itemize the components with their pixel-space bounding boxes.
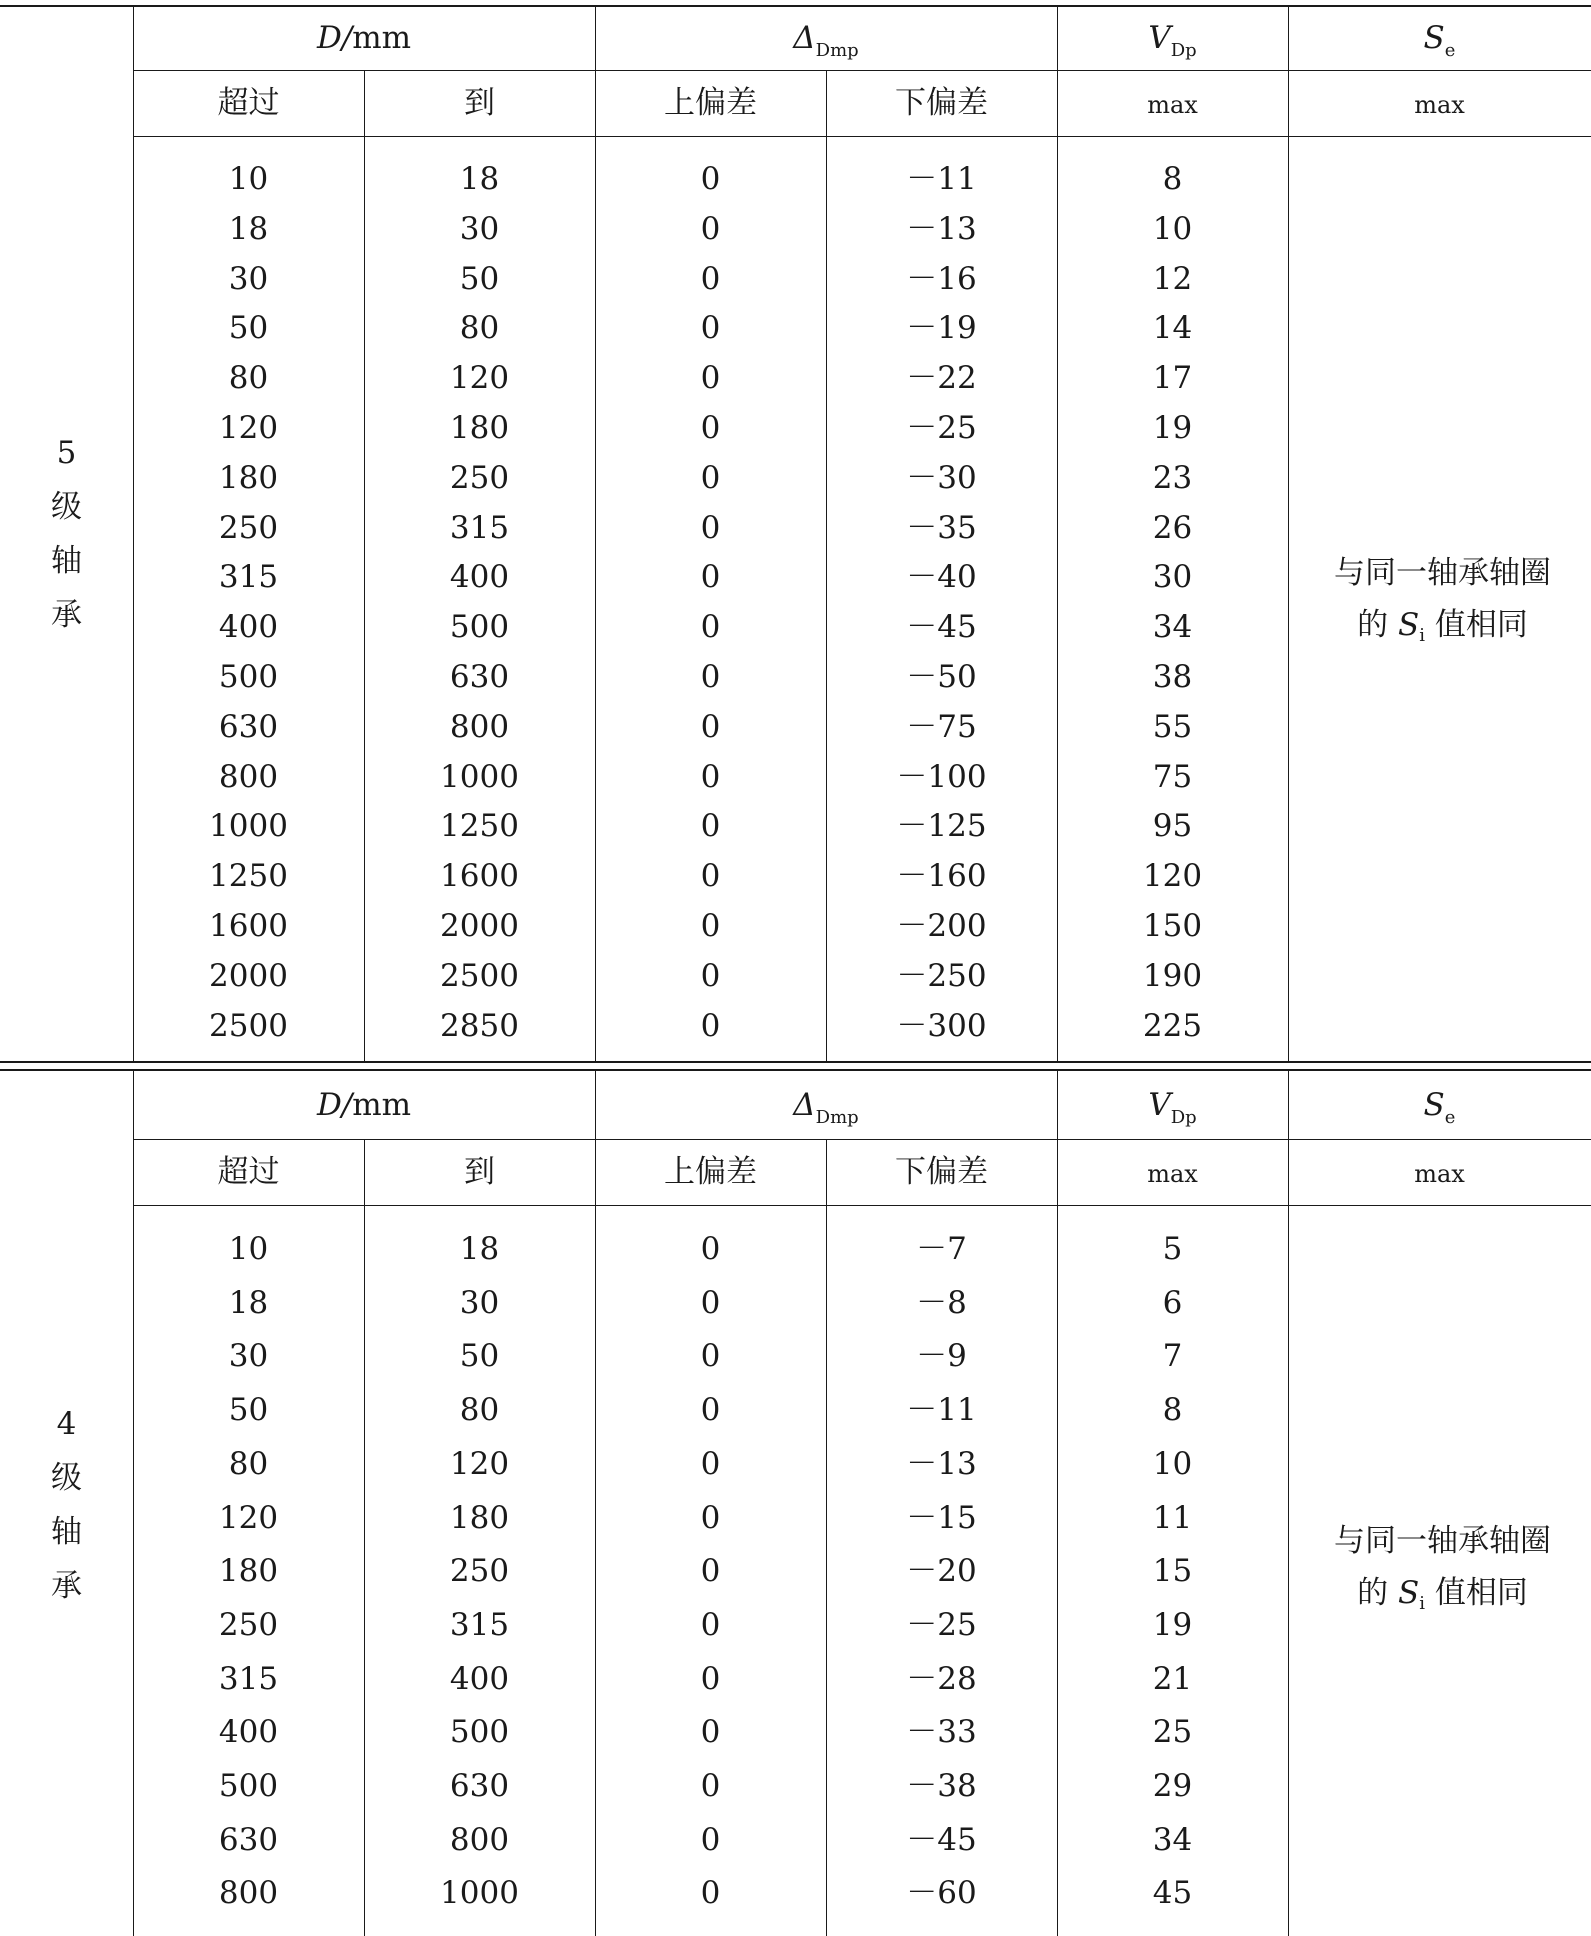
cell-vdp-max: 8 <box>1162 1392 1183 1428</box>
col-header-upper-dev: 上偏差 <box>664 85 757 121</box>
col-rule <box>1288 5 1289 1061</box>
col-header-vdp-max: max <box>1147 1160 1198 1188</box>
cell-to: 120 <box>449 360 510 396</box>
cell-upper-dev: 0 <box>700 1008 721 1044</box>
cell-to: 315 <box>449 510 510 546</box>
cell-to: 50 <box>459 1338 500 1374</box>
cell-vdp-max: 120 <box>1142 858 1203 894</box>
cell-lower-dev: －60 <box>906 1875 977 1911</box>
cell-to: 180 <box>449 1500 510 1536</box>
cell-to: 400 <box>449 1661 510 1697</box>
cell-to: 400 <box>449 559 510 595</box>
cell-over: 180 <box>218 460 279 496</box>
cell-over: 1250 <box>209 858 288 894</box>
cell-vdp-max: 19 <box>1152 410 1193 446</box>
header-bottom-rule <box>133 136 1591 137</box>
col-header-vdp: $V_{Dp}$ <box>1148 20 1197 61</box>
cell-to: 315 <box>449 1607 510 1643</box>
cell-lower-dev: －15 <box>906 1500 977 1536</box>
cell-upper-dev: 0 <box>700 1553 721 1589</box>
cell-upper-dev: 0 <box>700 410 721 446</box>
col-header-se-max: max <box>1414 1160 1465 1188</box>
cell-vdp-max: 34 <box>1152 609 1193 645</box>
cell-over: 80 <box>228 360 269 396</box>
cell-upper-dev: 0 <box>700 709 721 745</box>
cell-over: 80 <box>228 1446 269 1482</box>
cell-lower-dev: －13 <box>906 211 977 247</box>
cell-lower-dev: －200 <box>896 908 987 944</box>
col-header-vdp-max: max <box>1147 91 1198 119</box>
header-divider <box>133 1139 1591 1140</box>
col-header-lower-dev: 下偏差 <box>895 1154 988 1190</box>
se-note: 与同一轴承轴圈 的 $S_i$ 值相同 <box>1334 1523 1551 1614</box>
cell-over: 10 <box>228 161 269 197</box>
cell-over: 630 <box>218 709 279 745</box>
cell-over: 2500 <box>209 1008 288 1044</box>
grade-label-5: 5 级 轴 承 <box>51 435 82 633</box>
cell-upper-dev: 0 <box>700 310 721 346</box>
cell-upper-dev: 0 <box>700 1875 721 1911</box>
cell-lower-dev: －25 <box>906 410 977 446</box>
cell-over: 315 <box>218 559 279 595</box>
cell-upper-dev: 0 <box>700 1231 721 1267</box>
top-rule <box>0 5 1591 7</box>
cell-over: 30 <box>228 261 269 297</box>
cell-upper-dev: 0 <box>700 211 721 247</box>
cell-upper-dev: 0 <box>700 1607 721 1643</box>
cell-over: 50 <box>228 310 269 346</box>
cell-vdp-max: 5 <box>1162 1231 1183 1267</box>
cell-to: 2000 <box>440 908 519 944</box>
section-divider-lower <box>0 1069 1591 1071</box>
cell-lower-dev: －100 <box>896 759 987 795</box>
cell-upper-dev: 0 <box>700 1661 721 1697</box>
cell-lower-dev: －50 <box>906 659 977 695</box>
cell-to: 250 <box>449 1553 510 1589</box>
col-header-vdp: $V_{Dp}$ <box>1148 1087 1197 1128</box>
col-header-d: D/mm <box>316 1087 412 1123</box>
cell-over: 250 <box>218 510 279 546</box>
cell-to: 80 <box>459 1392 500 1428</box>
cell-vdp-max: 15 <box>1152 1553 1193 1589</box>
cell-to: 30 <box>459 1285 500 1321</box>
cell-vdp-max: 6 <box>1162 1285 1183 1321</box>
col-header-se: $S_e$ <box>1423 20 1456 61</box>
col-header-delta-dmp: $\Delta_{Dmp}$ <box>793 1087 859 1128</box>
cell-to: 18 <box>459 1231 500 1267</box>
cell-to: 30 <box>459 211 500 247</box>
cell-vdp-max: 95 <box>1152 808 1193 844</box>
cell-to: 800 <box>449 1822 510 1858</box>
cell-to: 500 <box>449 609 510 645</box>
header-divider <box>133 70 1591 71</box>
cell-lower-dev: －25 <box>906 1607 977 1643</box>
cell-upper-dev: 0 <box>700 1338 721 1374</box>
cell-lower-dev: －40 <box>906 559 977 595</box>
col-rule <box>1288 1069 1289 1936</box>
cell-lower-dev: －7 <box>916 1231 967 1267</box>
cell-to: 630 <box>449 1768 510 1804</box>
cell-vdp-max: 190 <box>1142 958 1203 994</box>
col-header-d: D/mm <box>316 20 412 56</box>
cell-vdp-max: 10 <box>1152 211 1193 247</box>
cell-lower-dev: －125 <box>896 808 987 844</box>
cell-vdp-max: 55 <box>1152 709 1193 745</box>
cell-vdp-max: 23 <box>1152 460 1193 496</box>
cell-to: 50 <box>459 261 500 297</box>
header-bottom-rule <box>133 1205 1591 1206</box>
cell-lower-dev: －11 <box>906 161 977 197</box>
cell-to: 120 <box>449 1446 510 1482</box>
cell-lower-dev: －20 <box>906 1553 977 1589</box>
section-divider-upper <box>0 1061 1591 1063</box>
cell-lower-dev: －28 <box>906 1661 977 1697</box>
cell-over: 18 <box>228 211 269 247</box>
cell-vdp-max: 11 <box>1152 1500 1193 1536</box>
cell-to: 1000 <box>440 1875 519 1911</box>
cell-over: 2000 <box>209 958 288 994</box>
cell-lower-dev: －75 <box>906 709 977 745</box>
col-header-delta-dmp: $\Delta_{Dmp}$ <box>793 20 859 61</box>
cell-lower-dev: －35 <box>906 510 977 546</box>
cell-lower-dev: －160 <box>896 858 987 894</box>
cell-over: 18 <box>228 1285 269 1321</box>
cell-to: 80 <box>459 310 500 346</box>
cell-to: 2850 <box>440 1008 519 1044</box>
cell-to: 630 <box>449 659 510 695</box>
cell-to: 250 <box>449 460 510 496</box>
cell-lower-dev: －38 <box>906 1768 977 1804</box>
cell-vdp-max: 7 <box>1162 1338 1183 1374</box>
cell-over: 400 <box>218 1714 279 1750</box>
cell-over: 1600 <box>209 908 288 944</box>
cell-over: 180 <box>218 1553 279 1589</box>
col-header-upper-dev: 上偏差 <box>664 1154 757 1190</box>
col-header-to: 到 <box>464 1154 495 1190</box>
cell-upper-dev: 0 <box>700 261 721 297</box>
cell-to: 1250 <box>440 808 519 844</box>
cell-vdp-max: 75 <box>1152 759 1193 795</box>
se-note: 与同一轴承轴圈 的 $S_i$ 值相同 <box>1334 555 1551 646</box>
cell-upper-dev: 0 <box>700 1500 721 1536</box>
cell-vdp-max: 38 <box>1152 659 1193 695</box>
cell-over: 400 <box>218 609 279 645</box>
cell-over: 630 <box>218 1822 279 1858</box>
cell-vdp-max: 26 <box>1152 510 1193 546</box>
col-header-lower-dev: 下偏差 <box>895 85 988 121</box>
cell-over: 10 <box>228 1231 269 1267</box>
cell-over: 120 <box>218 410 279 446</box>
cell-lower-dev: －13 <box>906 1446 977 1482</box>
cell-over: 30 <box>228 1338 269 1374</box>
cell-vdp-max: 225 <box>1142 1008 1203 1044</box>
cell-upper-dev: 0 <box>700 908 721 944</box>
cell-lower-dev: －250 <box>896 958 987 994</box>
cell-lower-dev: －30 <box>906 460 977 496</box>
cell-to: 2500 <box>440 958 519 994</box>
cell-lower-dev: －45 <box>906 609 977 645</box>
cell-to: 1000 <box>440 759 519 795</box>
cell-vdp-max: 19 <box>1152 1607 1193 1643</box>
cell-over: 315 <box>218 1661 279 1697</box>
cell-upper-dev: 0 <box>700 659 721 695</box>
cell-lower-dev: －16 <box>906 261 977 297</box>
cell-over: 120 <box>218 1500 279 1536</box>
cell-vdp-max: 29 <box>1152 1768 1193 1804</box>
cell-upper-dev: 0 <box>700 1822 721 1858</box>
cell-vdp-max: 21 <box>1152 1661 1193 1697</box>
cell-lower-dev: －300 <box>896 1008 987 1044</box>
cell-lower-dev: －45 <box>906 1822 977 1858</box>
cell-vdp-max: 12 <box>1152 261 1193 297</box>
cell-upper-dev: 0 <box>700 808 721 844</box>
cell-upper-dev: 0 <box>700 360 721 396</box>
cell-to: 800 <box>449 709 510 745</box>
col-header-to: 到 <box>464 85 495 121</box>
cell-vdp-max: 150 <box>1142 908 1203 944</box>
cell-lower-dev: －8 <box>916 1285 967 1321</box>
cell-over: 800 <box>218 1875 279 1911</box>
col-header-se-max: max <box>1414 91 1465 119</box>
cell-lower-dev: －33 <box>906 1714 977 1750</box>
cell-lower-dev: －22 <box>906 360 977 396</box>
cell-upper-dev: 0 <box>700 1392 721 1428</box>
cell-upper-dev: 0 <box>700 460 721 496</box>
col-header-se: $S_e$ <box>1423 1087 1456 1128</box>
cell-upper-dev: 0 <box>700 510 721 546</box>
cell-to: 1600 <box>440 858 519 894</box>
cell-upper-dev: 0 <box>700 1768 721 1804</box>
cell-to: 180 <box>449 410 510 446</box>
cell-upper-dev: 0 <box>700 609 721 645</box>
cell-upper-dev: 0 <box>700 161 721 197</box>
cell-upper-dev: 0 <box>700 1446 721 1482</box>
cell-upper-dev: 0 <box>700 1285 721 1321</box>
cell-vdp-max: 14 <box>1152 310 1193 346</box>
cell-vdp-max: 8 <box>1162 161 1183 197</box>
cell-to: 500 <box>449 1714 510 1750</box>
grade-label-4: 4 级 轴 承 <box>51 1406 82 1604</box>
cell-upper-dev: 0 <box>700 759 721 795</box>
cell-upper-dev: 0 <box>700 559 721 595</box>
cell-over: 500 <box>218 1768 279 1804</box>
cell-upper-dev: 0 <box>700 1714 721 1750</box>
cell-vdp-max: 45 <box>1152 1875 1193 1911</box>
cell-over: 50 <box>228 1392 269 1428</box>
cell-vdp-max: 30 <box>1152 559 1193 595</box>
cell-over: 500 <box>218 659 279 695</box>
cell-vdp-max: 34 <box>1152 1822 1193 1858</box>
col-header-over: 超过 <box>217 85 280 121</box>
cell-over: 1000 <box>209 808 288 844</box>
cell-to: 18 <box>459 161 500 197</box>
col-header-over: 超过 <box>217 1154 280 1190</box>
cell-vdp-max: 25 <box>1152 1714 1193 1750</box>
cell-lower-dev: －19 <box>906 310 977 346</box>
cell-upper-dev: 0 <box>700 958 721 994</box>
cell-lower-dev: －11 <box>906 1392 977 1428</box>
cell-vdp-max: 10 <box>1152 1446 1193 1482</box>
cell-over: 800 <box>218 759 279 795</box>
cell-vdp-max: 17 <box>1152 360 1193 396</box>
cell-over: 250 <box>218 1607 279 1643</box>
cell-upper-dev: 0 <box>700 858 721 894</box>
cell-lower-dev: －9 <box>916 1338 967 1374</box>
